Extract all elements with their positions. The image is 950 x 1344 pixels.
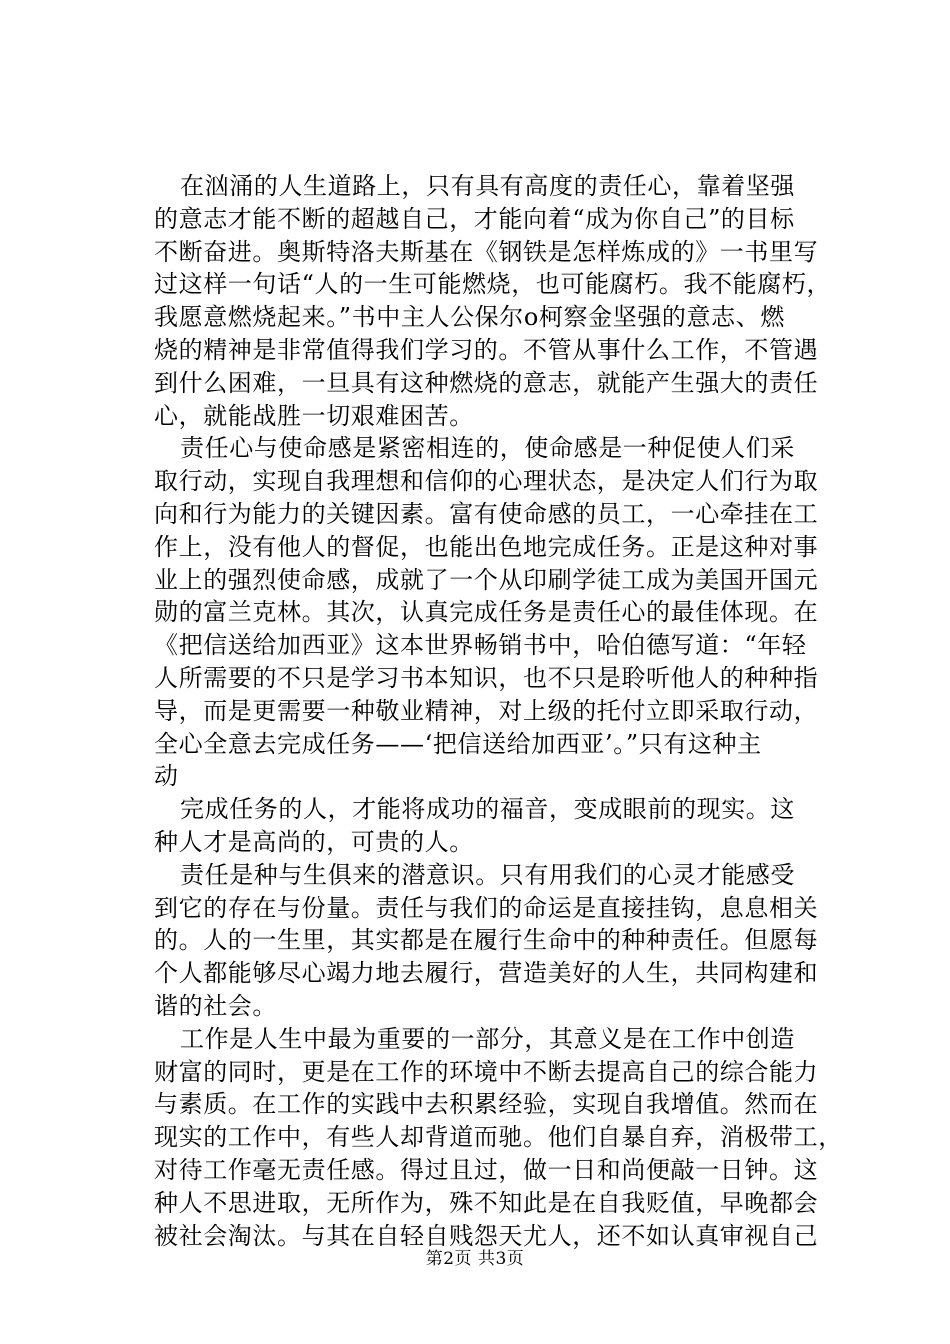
text-line: 勋的富兰克林。其次，认真完成任务是责任心的最佳体现。在: [154, 598, 819, 627]
text-line: 《把信送给加西亚》这本世界畅销书中，哈伯德写道：“年轻: [154, 631, 807, 660]
document-body: [154, 170, 844, 1252]
text-line: 种人才是高尚的，可贵的人。: [154, 827, 474, 856]
text-line: 过这样一句话“人的一生可能燃烧，也可能腐朽。我不能腐朽，: [154, 270, 832, 299]
paragraph-first-line: 在汹涌的人生道路上，只有具有高度的责任心，靠着坚强: [180, 172, 795, 200]
text-line: 的。人的一生里，其实都是在履行生命中的种种责任。但愿每: [154, 926, 819, 955]
text-line: 种人不思进取，无所作为，殊不知此是在自我贬值，早晚都会: [154, 1188, 819, 1217]
text-line: 到什么困难，一旦具有这种燃烧的意志，就能产生强大的责任: [154, 368, 819, 397]
text-line: 个人都能够尽心竭力地去履行，营造美好的人生，共同构建和: [154, 959, 819, 988]
text-line: 导，而是更需要一种敬业精神，对上级的托付立即采取行动，: [154, 696, 819, 725]
text-line: 我愿意燃烧起来。”书中主人公保尔o柯察金坚强的意志、燃: [154, 303, 785, 332]
text-line: 被社会淘汰。与其在自轻自贱怨天尤人，还不如认真审视自己: [154, 1221, 819, 1250]
paragraph-first-line: 责任心与使命感是紧密相连的，使命感是一种促使人们采: [180, 434, 795, 463]
text-line: 与素质。在工作的实践中去积累经验，实现自我增值。然而在: [154, 1090, 819, 1119]
text-line: 向和行为能力的关键因素。富有使命感的员工，一心牵挂在工: [154, 499, 819, 528]
text-line: 谐的社会。: [154, 991, 277, 1020]
text-line: 不断奋进。奥斯特洛夫斯基在《钢铁是怎样炼成的》一书里写: [154, 237, 819, 266]
text-line: 心，就能战胜一切艰难困苦。: [154, 401, 474, 430]
text-line: 动: [154, 762, 179, 791]
paragraph-first-line: 责任是种与生俱来的潜意识。只有用我们的心灵才能感受: [180, 860, 795, 889]
text-line: 作上，没有他人的督促，也能出色地完成任务。正是这种对事: [154, 532, 819, 561]
page-number-footer: 第2页 共3页: [425, 1249, 525, 1269]
text-line: 业上的强烈使命感，成就了一个从印刷学徒工成为美国开国元: [154, 565, 819, 594]
text-line: 烧的精神是非常值得我们学习的。不管从事什么工作，不管遇: [154, 335, 819, 364]
text-line: 到它的存在与份量。责任与我们的命运是直接挂钩，息息相关: [154, 893, 819, 922]
text-line: 全心全意去完成任务——‘把信送给加西亚’。”只有这种主: [154, 729, 762, 758]
text-line: 的意志才能不断的超越自己，才能向着“成为你自己”的目标: [154, 204, 795, 233]
text-line: 对待工作毫无责任感。得过且过，做一日和尚便敲一日钟。这: [154, 1155, 819, 1184]
text-line: 人所需要的不只是学习书本知识，也不只是聆听他人的种种指: [154, 663, 819, 692]
text-line: 财富的同时，更是在工作的环境中不断去提高自己的综合能力: [154, 1057, 819, 1086]
paragraph-first-line: 完成任务的人，才能将成功的福音，变成眼前的现实。这: [180, 795, 795, 824]
text-line: 现实的工作中，有些人却背道而驰。他们自暴自弃，消极带工，: [154, 1123, 843, 1152]
text-line: 取行动，实现自我理想和信仰的心理状态，是决定人们行为取: [154, 467, 819, 496]
paragraph-first-line: 工作是人生中最为重要的一部分，其意义是在工作中创造: [180, 1024, 795, 1053]
